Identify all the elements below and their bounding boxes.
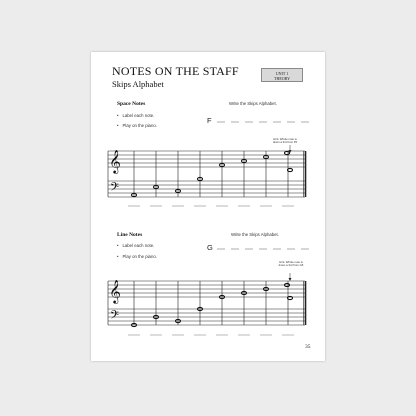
page-title: NOTES ON THE STAFF (112, 64, 239, 78)
grand-staff-2 (108, 273, 306, 327)
unit-badge-line2: THEORY (274, 76, 290, 81)
bass-clef-icon: 𝄢 (110, 309, 120, 325)
section-heading-space-notes: Space Notes (117, 101, 146, 107)
bullet-text: Play on the piano. (122, 254, 157, 259)
start-letter: G (207, 243, 213, 252)
start-letter: F (207, 116, 212, 125)
bullet-text: Label each note. (122, 113, 155, 118)
hint-line1: Hint: Whole note is (273, 137, 297, 141)
bullet-dot: • (117, 113, 119, 118)
instruction-text: Write the Skips Alphabet. (229, 101, 277, 106)
page-number: 35 (305, 344, 311, 350)
instruction-text: Write the Skips Alphabet. (231, 232, 279, 237)
page-subtitle: Skips Alphabet (112, 79, 164, 89)
hint-arrowhead (289, 278, 292, 281)
bullet-dot: • (117, 243, 119, 248)
hint-line2: down a 3rd from G5 (278, 263, 304, 268)
treble-clef-icon: 𝄞 (109, 149, 121, 173)
hint-line1: Hint: Whole note is (279, 260, 303, 264)
bullet-text: Play on the piano. (122, 123, 157, 128)
bullet-dot: • (117, 123, 119, 128)
section-heading-line-notes: Line Notes (117, 232, 143, 238)
unit-badge-line1: UNIT 1 (275, 71, 289, 76)
bass-clef-icon: 𝄢 (110, 181, 120, 197)
treble-clef-icon: 𝄞 (109, 279, 121, 303)
music-staves (91, 52, 325, 361)
hint-line2: down a 3rd from F5 (272, 140, 298, 145)
workbook-page (91, 52, 325, 361)
bullet-text: Label each note. (122, 243, 155, 248)
bullet-dot: • (117, 254, 119, 259)
grand-staff-1 (108, 145, 306, 197)
whole-note (285, 151, 290, 154)
